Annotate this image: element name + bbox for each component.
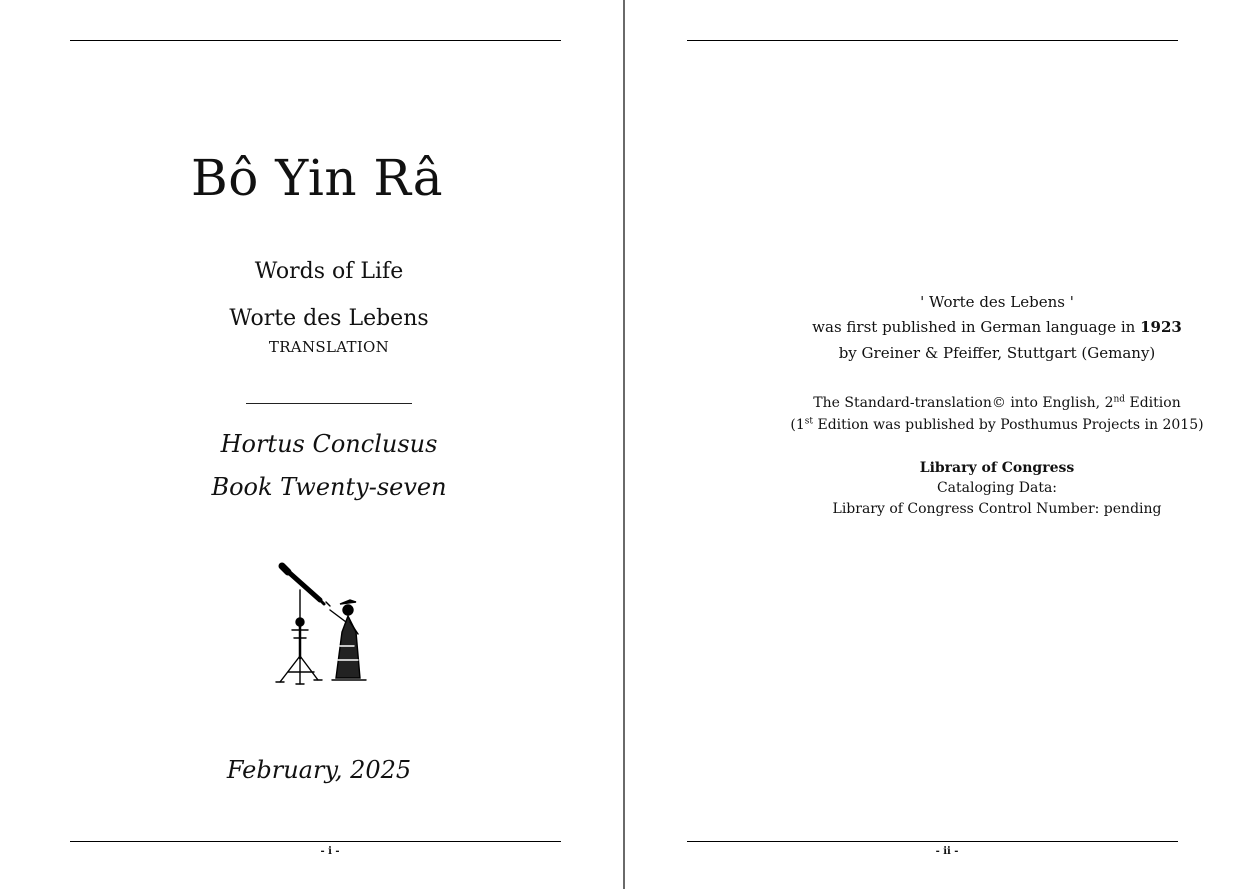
footer-rule (70, 841, 561, 842)
left-page (0, 0, 624, 889)
title-english: Words of Life (254, 259, 404, 284)
first-published-year: 1923 (1140, 318, 1182, 336)
translation-line-sup: nd (1113, 394, 1126, 405)
publication-date: February, 2025 (226, 756, 412, 784)
author-name: Bô Yin Râ (190, 149, 444, 207)
first-published-text: was first published in German language in (812, 318, 1136, 336)
prev-edition-suffix: Edition was published by Posthumus Projects in 2015) (813, 417, 1204, 433)
cataloging-label: Cataloging Data: (936, 480, 1058, 496)
right-page (626, 0, 1252, 889)
library-heading: Library of Congress (919, 460, 1075, 476)
prev-edition-sup: st (804, 416, 814, 427)
book-number: Book Twenty-seven (211, 473, 447, 501)
translation-line-text: The Standard-translation© into English, 2 (813, 395, 1114, 411)
separator-line (246, 403, 412, 404)
header-rule (687, 40, 1178, 41)
translation-label: TRANSLATION (268, 338, 390, 356)
translation-line-suffix: Edition (1125, 395, 1181, 411)
astronomer-illustration (270, 560, 374, 686)
first-published-line (687, 314, 1252, 340)
publisher-line: by Greiner & Pfeiffer, Stuttgart (Gemany) (838, 344, 1156, 362)
page-divider (623, 0, 625, 889)
translation-edition-line (687, 392, 1252, 414)
prev-edition-prefix: (1 (790, 417, 805, 433)
page-number: - ii - (935, 846, 959, 857)
page-number: - i - (320, 846, 340, 857)
control-number: Library of Congress Control Number: pending (832, 501, 1162, 517)
title-german: Worte des Lebens (229, 306, 429, 331)
header-rule (70, 40, 561, 41)
series-name: Hortus Conclusus (220, 430, 438, 458)
previous-edition-line (687, 414, 1252, 436)
original-title: ' Worte des Lebens ' (920, 293, 1074, 311)
footer-rule (687, 841, 1178, 842)
